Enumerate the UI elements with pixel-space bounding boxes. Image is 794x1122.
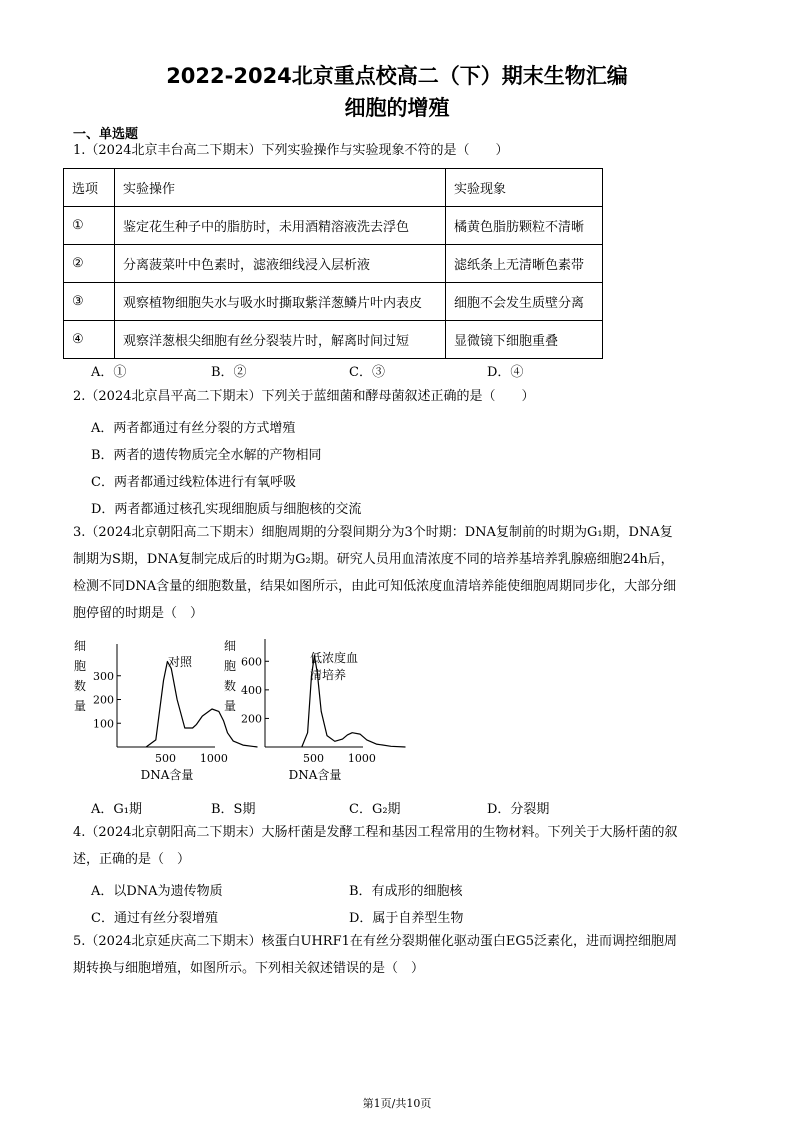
page-footer: 第1页/共10页 — [362, 1097, 432, 1110]
x-tick-label: 1000 — [199, 752, 228, 765]
q4-option-d: D．属于自养型生物 — [349, 911, 464, 926]
y-axis-label-char: 细 — [223, 639, 237, 653]
table-header-cell: 实验现象 — [446, 169, 603, 207]
x-axis-label: DNA含量 — [140, 768, 194, 782]
table-cell: 橘黄色脂肪颗粒不清晰 — [446, 207, 603, 245]
section-heading: 一、单选题 — [73, 127, 139, 142]
table-cell: 分离菠菜叶中色素时，滤液细线浸入层析液 — [115, 245, 446, 283]
chart-title: 对照 — [168, 655, 193, 669]
question-3-stem-line: 胞停留的时期是（ ） — [73, 606, 204, 621]
experiment-table — [63, 168, 603, 359]
table-row — [64, 321, 603, 359]
table-header-cell: 实验操作 — [115, 169, 446, 207]
table-row — [64, 245, 603, 283]
q1-option-b: B．② — [211, 365, 247, 380]
q1-option-c: C．③ — [349, 365, 385, 380]
q4-option-a: A．以DNA为遗传物质 — [91, 884, 223, 899]
question-3-stem-line: 3.（2024北京朝阳高二下期末）细胞周期的分裂间期分为3个时期：DNA复制前的时期为G₁期，DNA复 — [73, 525, 673, 540]
table-header-row — [64, 169, 603, 207]
y-axis-label-char: 胞 — [73, 659, 87, 673]
q2-option-c: C．两者都通过线粒体进行有氧呼吸 — [91, 475, 296, 490]
y-tick-label: 300 — [93, 669, 114, 683]
question-2-stem: 2.（2024北京昌平高二下期末）下列关于蓝细菌和酵母菌叙述正确的是（ ） — [73, 389, 535, 404]
q2-option-d: D．两者都通过核孔实现细胞质与细胞核的交流 — [91, 502, 362, 517]
q1-option-a: A．① — [91, 365, 127, 380]
table-cell: 鉴定花生种子中的脂肪时，未用酒精溶液洗去浮色 — [115, 207, 446, 245]
y-tick-label: 200 — [241, 712, 262, 726]
q3-option-d: D．分裂期 — [487, 802, 550, 817]
y-tick-label: 100 — [93, 717, 114, 731]
q4-option-c: C．通过有丝分裂增殖 — [91, 911, 218, 926]
series-line — [146, 662, 257, 748]
question-5-stem-line: 期转换与细胞增殖，如图所示。下列相关叙述错误的是（ ） — [73, 961, 425, 976]
table-cell: ② — [64, 245, 115, 283]
x-axis-label: DNA含量 — [288, 768, 342, 782]
document-subtitle: 细胞的增殖 — [344, 96, 450, 120]
table-cell: 观察洋葱根尖细胞有丝分裂装片时，解离时间过短 — [115, 321, 446, 359]
chart-title: 低浓度血 — [310, 651, 359, 665]
question-3-stem-line: 制期为S期，DNA复制完成后的时期为G₂期。研究人员用血清浓度不同的培养基培养乳腺癌细胞24h后， — [73, 552, 674, 567]
y-tick-label: 400 — [241, 683, 262, 697]
y-tick-label: 200 — [93, 693, 114, 707]
y-axis-label-char: 数 — [223, 679, 237, 693]
table-cell: ③ — [64, 283, 115, 321]
chart-title: 清培养 — [310, 668, 347, 682]
table-row — [64, 207, 603, 245]
table-cell: 显微镜下细胞重叠 — [446, 321, 603, 359]
question-5-stem-line: 5.（2024北京延庆高二下期末）核蛋白UHRF1在有丝分裂期催化驱动蛋白EG5泛素化，进而调控细胞周 — [73, 934, 678, 949]
y-axis-label-char: 量 — [73, 699, 87, 713]
y-tick-label: 600 — [241, 655, 262, 669]
q3-option-b: B．S期 — [211, 802, 256, 817]
question-4-stem-line: 述，正确的是（ ） — [73, 852, 191, 867]
q3-option-c: C．G₂期 — [349, 802, 401, 817]
question-1-stem: 1.（2024北京丰台高二下期末）下列实验操作与实验现象不符的是（ ） — [73, 143, 509, 158]
y-axis-label-char: 胞 — [223, 659, 237, 673]
y-axis-label-char: 量 — [223, 699, 237, 713]
x-tick-label: 1000 — [347, 752, 376, 765]
q2-option-a: A．两者都通过有丝分裂的方式增殖 — [91, 421, 296, 436]
y-axis-label-char: 细 — [73, 639, 87, 653]
q3-option-a: A．G₁期 — [91, 802, 142, 817]
question-4-stem-line: 4.（2024北京朝阳高二下期末）大肠杆菌是发酵工程和基因工程常用的生物材料。下列关于大肠杆菌的叙 — [73, 825, 678, 840]
table-cell: 滤纸条上无清晰色素带 — [446, 245, 603, 283]
table-cell: 观察植物细胞失水与吸水时撕取紫洋葱鳞片叶内表皮 — [115, 283, 446, 321]
table-cell: ④ — [64, 321, 115, 359]
q2-option-b: B．两者的遗传物质完全水解的产物相同 — [91, 448, 322, 463]
x-tick-label: 500 — [154, 752, 176, 765]
table-cell: ① — [64, 207, 115, 245]
dna-content-charts — [0, 632, 794, 792]
question-3-stem-line: 检测不同DNA含量的细胞数量，结果如图所示，由此可知低浓度血清培养能使细胞周期同步化，大部分细 — [73, 579, 677, 594]
table-cell: 细胞不会发生质壁分离 — [446, 283, 603, 321]
y-axis-label-char: 数 — [73, 679, 87, 693]
q1-option-d: D．④ — [487, 365, 524, 380]
document-title: 2022-2024北京重点校高二（下）期末生物汇编 — [166, 64, 628, 88]
table-header-cell: 选项 — [64, 169, 115, 207]
table-row — [64, 283, 603, 321]
q4-option-b: B．有成形的细胞核 — [349, 884, 463, 899]
x-tick-label: 500 — [302, 752, 324, 765]
